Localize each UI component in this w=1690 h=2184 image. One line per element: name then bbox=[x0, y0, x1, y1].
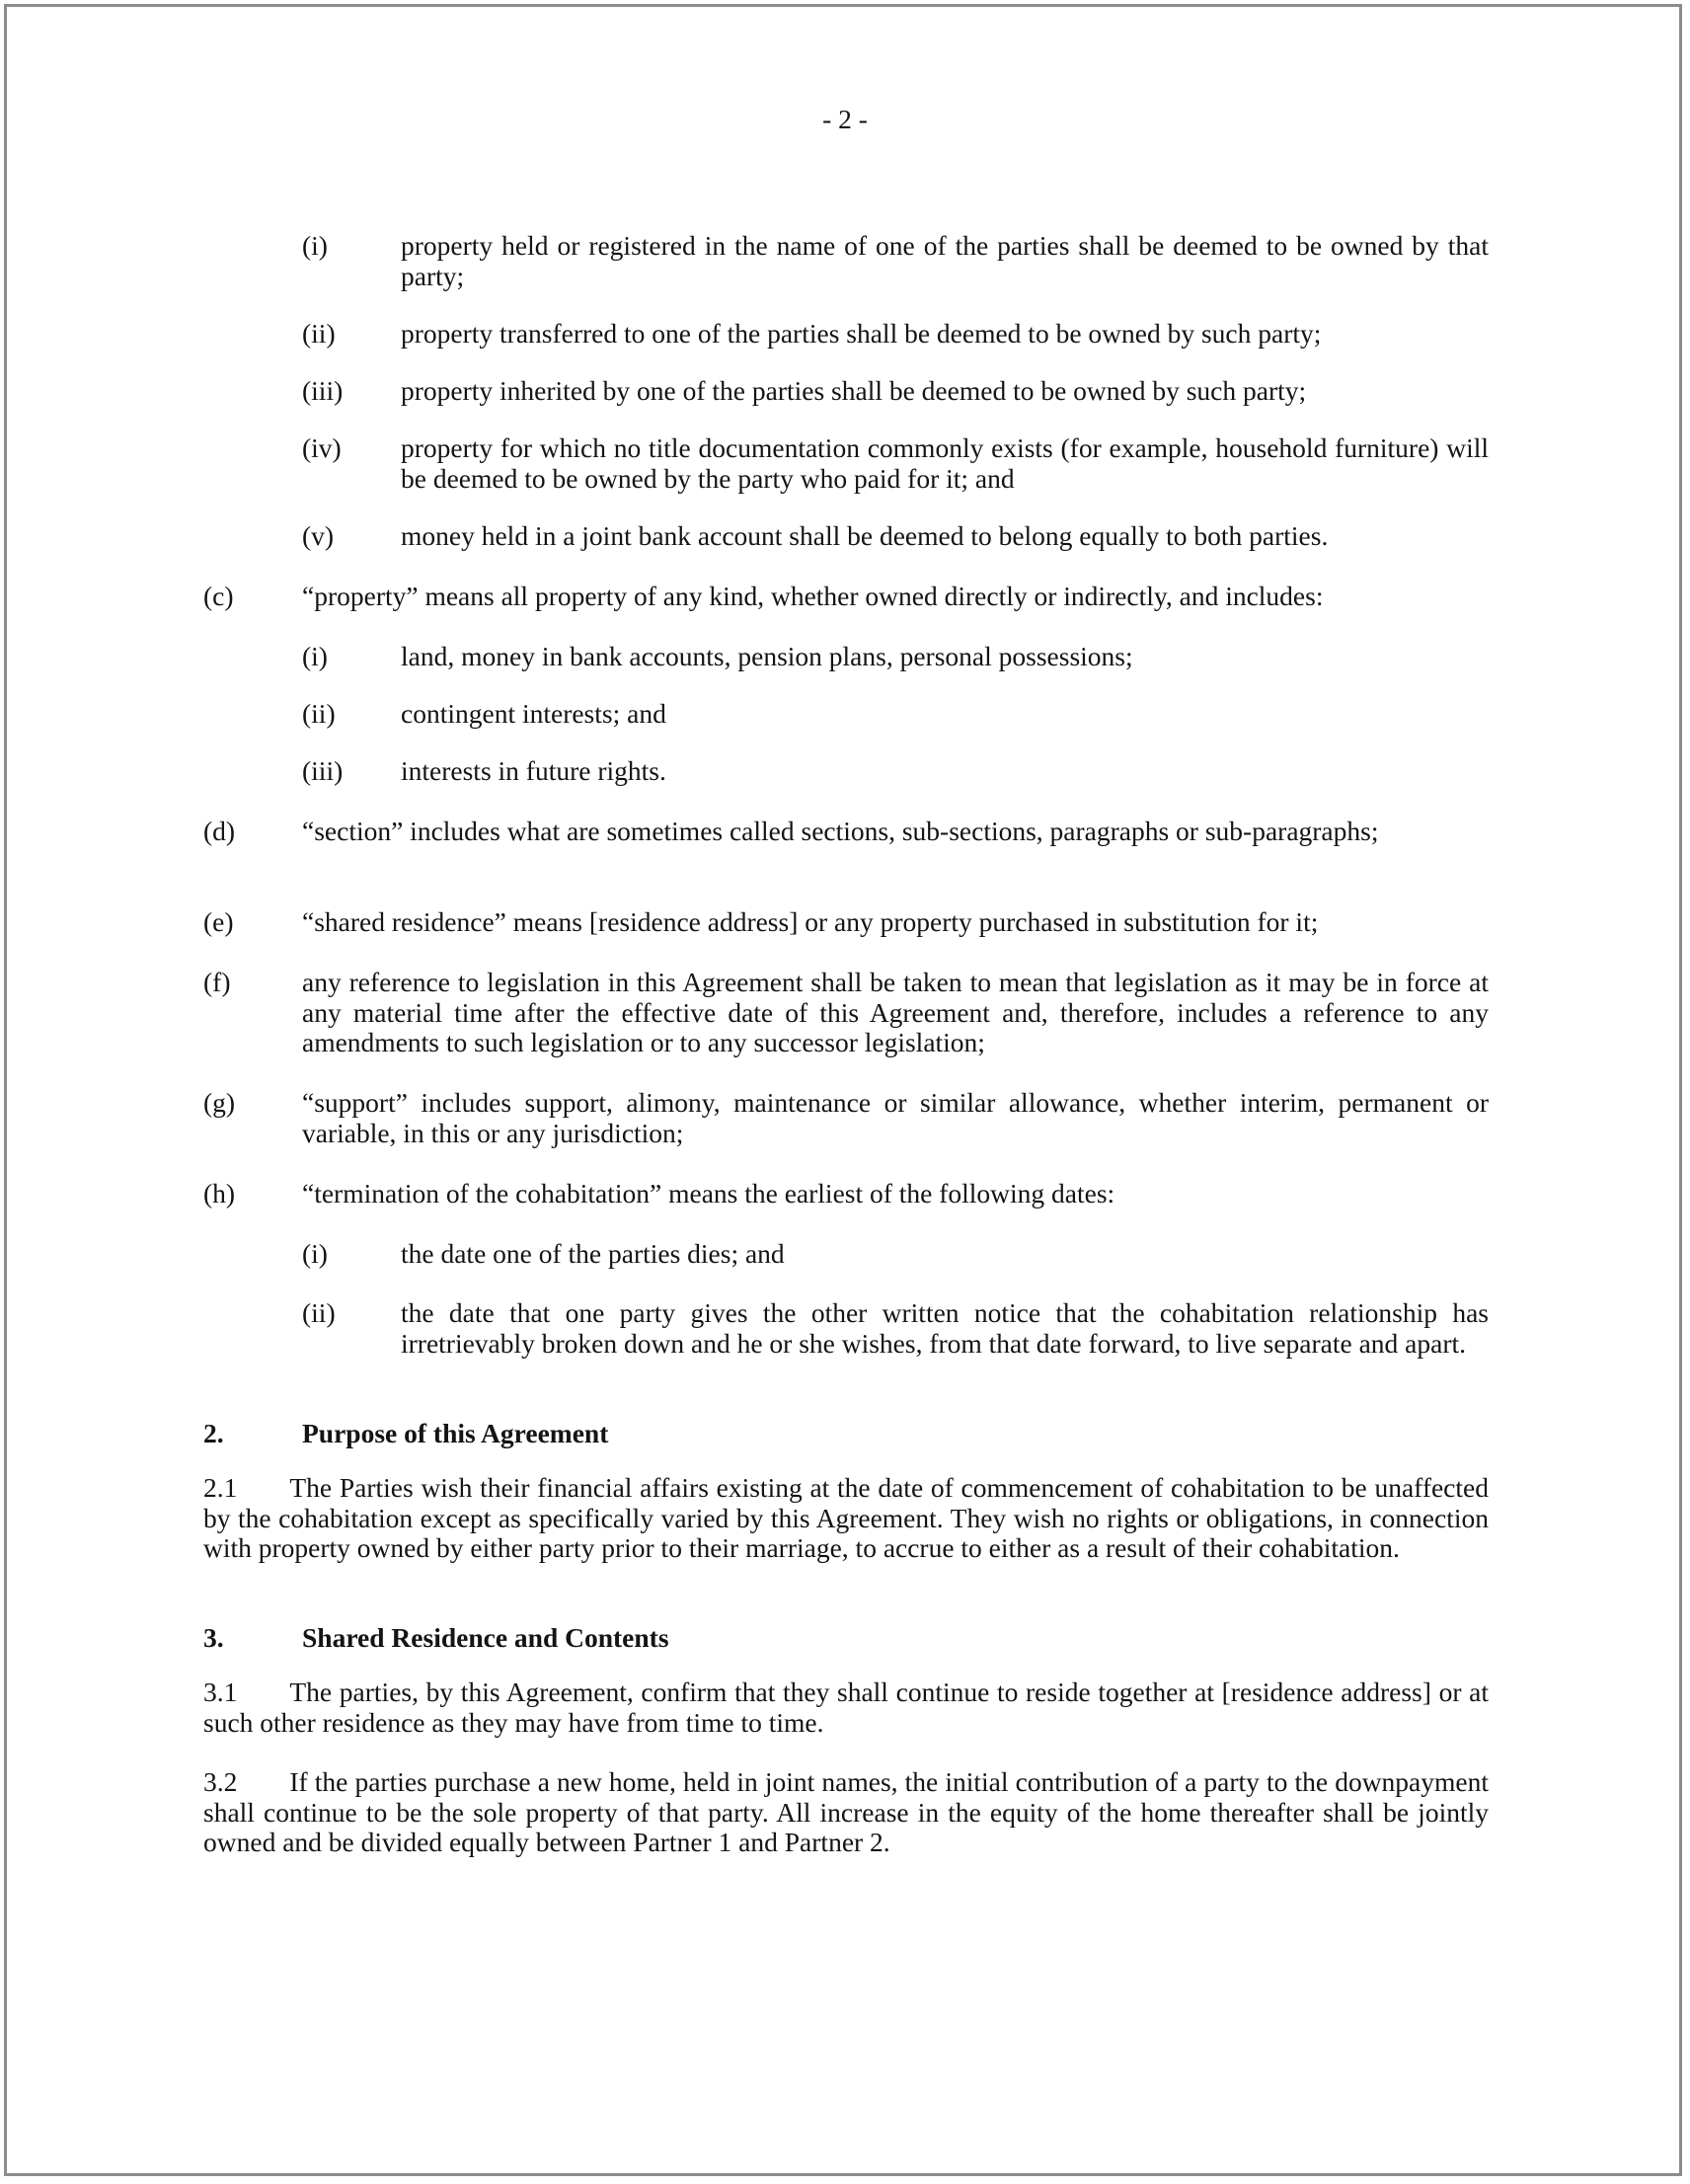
paragraph-number: 3.1 bbox=[203, 1677, 238, 1707]
list-text: land, money in bank accounts, pension plans, personal possessions; bbox=[401, 641, 1133, 671]
definition-text: any reference to legislation in this Agreement shall be taken to mean that legislation as it may be in force at any material time after the effective date of this Agreement and, therefore, includes a reference to any amendments to such legislation or to any successor legislation; bbox=[302, 967, 1489, 1057]
paragraph-number: 3.2 bbox=[203, 1766, 238, 1797]
page-number: - 2 - bbox=[822, 104, 868, 134]
definition-label: (e) bbox=[203, 906, 234, 937]
list-text: the date that one party gives the other written notice that the cohabitation relationship has irretrievably broken down and he or she wishes, from that date forward, to live separate and apart. bbox=[401, 1297, 1489, 1359]
definition-label: (g) bbox=[203, 1087, 236, 1118]
definition-label: (c) bbox=[203, 581, 234, 611]
paragraph-text: The parties, by this Agreement, confirm that they shall continue to reside together at [residence address] or at such other residence as they may have from time to time. bbox=[203, 1677, 1489, 1738]
section-title: Shared Residence and Contents bbox=[302, 1622, 669, 1653]
list-label: (ii) bbox=[302, 1297, 336, 1328]
definition-text: “termination of the cohabitation” means the earliest of the following dates: bbox=[302, 1178, 1115, 1209]
list-label: (ii) bbox=[302, 698, 336, 729]
definition-text: “shared residence” means [residence address] or any property purchased in substitution for it; bbox=[302, 906, 1319, 937]
list-label: (iv) bbox=[302, 432, 342, 463]
list-text: property held or registered in the name of one of the parties shall be deemed to be owned by that party; bbox=[401, 230, 1489, 291]
list-text: money held in a joint bank account shall be deemed to belong equally to both parties. bbox=[401, 520, 1329, 551]
paragraph-text: The Parties wish their financial affairs existing at the date of commencement of cohabitation to be unaffected by the cohabitation except as specifically varied by this Agreement. They wish no rights or obligations, in connection with property owned by either party prior to their marriage, to accrue to either as a result of their cohabitation. bbox=[203, 1472, 1489, 1563]
section-number: 3. bbox=[203, 1622, 224, 1653]
definition-text: “section” includes what are sometimes called sections, sub-sections, paragraphs or sub-paragraphs; bbox=[302, 816, 1379, 846]
list-text: interests in future rights. bbox=[401, 755, 666, 786]
list-text: the date one of the parties dies; and bbox=[401, 1238, 785, 1269]
list-label: (ii) bbox=[302, 318, 336, 349]
list-text: property for which no title documentation commonly exists (for example, household furniture) will be deemed to be owned by the party who paid for it; and bbox=[401, 432, 1489, 494]
list-text: contingent interests; and bbox=[401, 698, 666, 729]
list-label: (i) bbox=[302, 641, 328, 671]
list-text: property transferred to one of the parties shall be deemed to be owned by such party; bbox=[401, 318, 1322, 349]
paragraph-2-1 bbox=[203, 1473, 1489, 1564]
list-label: (v) bbox=[302, 520, 335, 551]
definition-label: (h) bbox=[203, 1178, 236, 1209]
definition-label: (f) bbox=[203, 967, 231, 997]
definition-label: (d) bbox=[203, 816, 236, 846]
list-label: (i) bbox=[302, 1238, 328, 1269]
paragraph-3-2 bbox=[203, 1767, 1489, 1858]
list-label: (iii) bbox=[302, 375, 344, 406]
definition-text: “property” means all property of any kind, whether owned directly or indirectly, and includes: bbox=[302, 581, 1324, 611]
list-label: (iii) bbox=[302, 755, 344, 786]
list-text: property inherited by one of the parties shall be deemed to be owned by such party; bbox=[401, 375, 1307, 406]
paragraph-3-1 bbox=[203, 1677, 1489, 1738]
section-number: 2. bbox=[203, 1418, 224, 1448]
paragraph-text: If the parties purchase a new home, held in joint names, the initial contribution of a party to the downpayment shall continue to be the sole property of that party. All increase in the equity of the home thereafter shall be jointly owned and be divided equally between Partner 1 and Partner 2. bbox=[203, 1766, 1489, 1857]
section-title: Purpose of this Agreement bbox=[302, 1418, 609, 1448]
definition-text: “support” includes support, alimony, maintenance or similar allowance, whether interim, permanent or variable, in this or any jurisdiction; bbox=[302, 1087, 1489, 1148]
paragraph-number: 2.1 bbox=[203, 1472, 238, 1503]
list-label: (i) bbox=[302, 230, 328, 261]
